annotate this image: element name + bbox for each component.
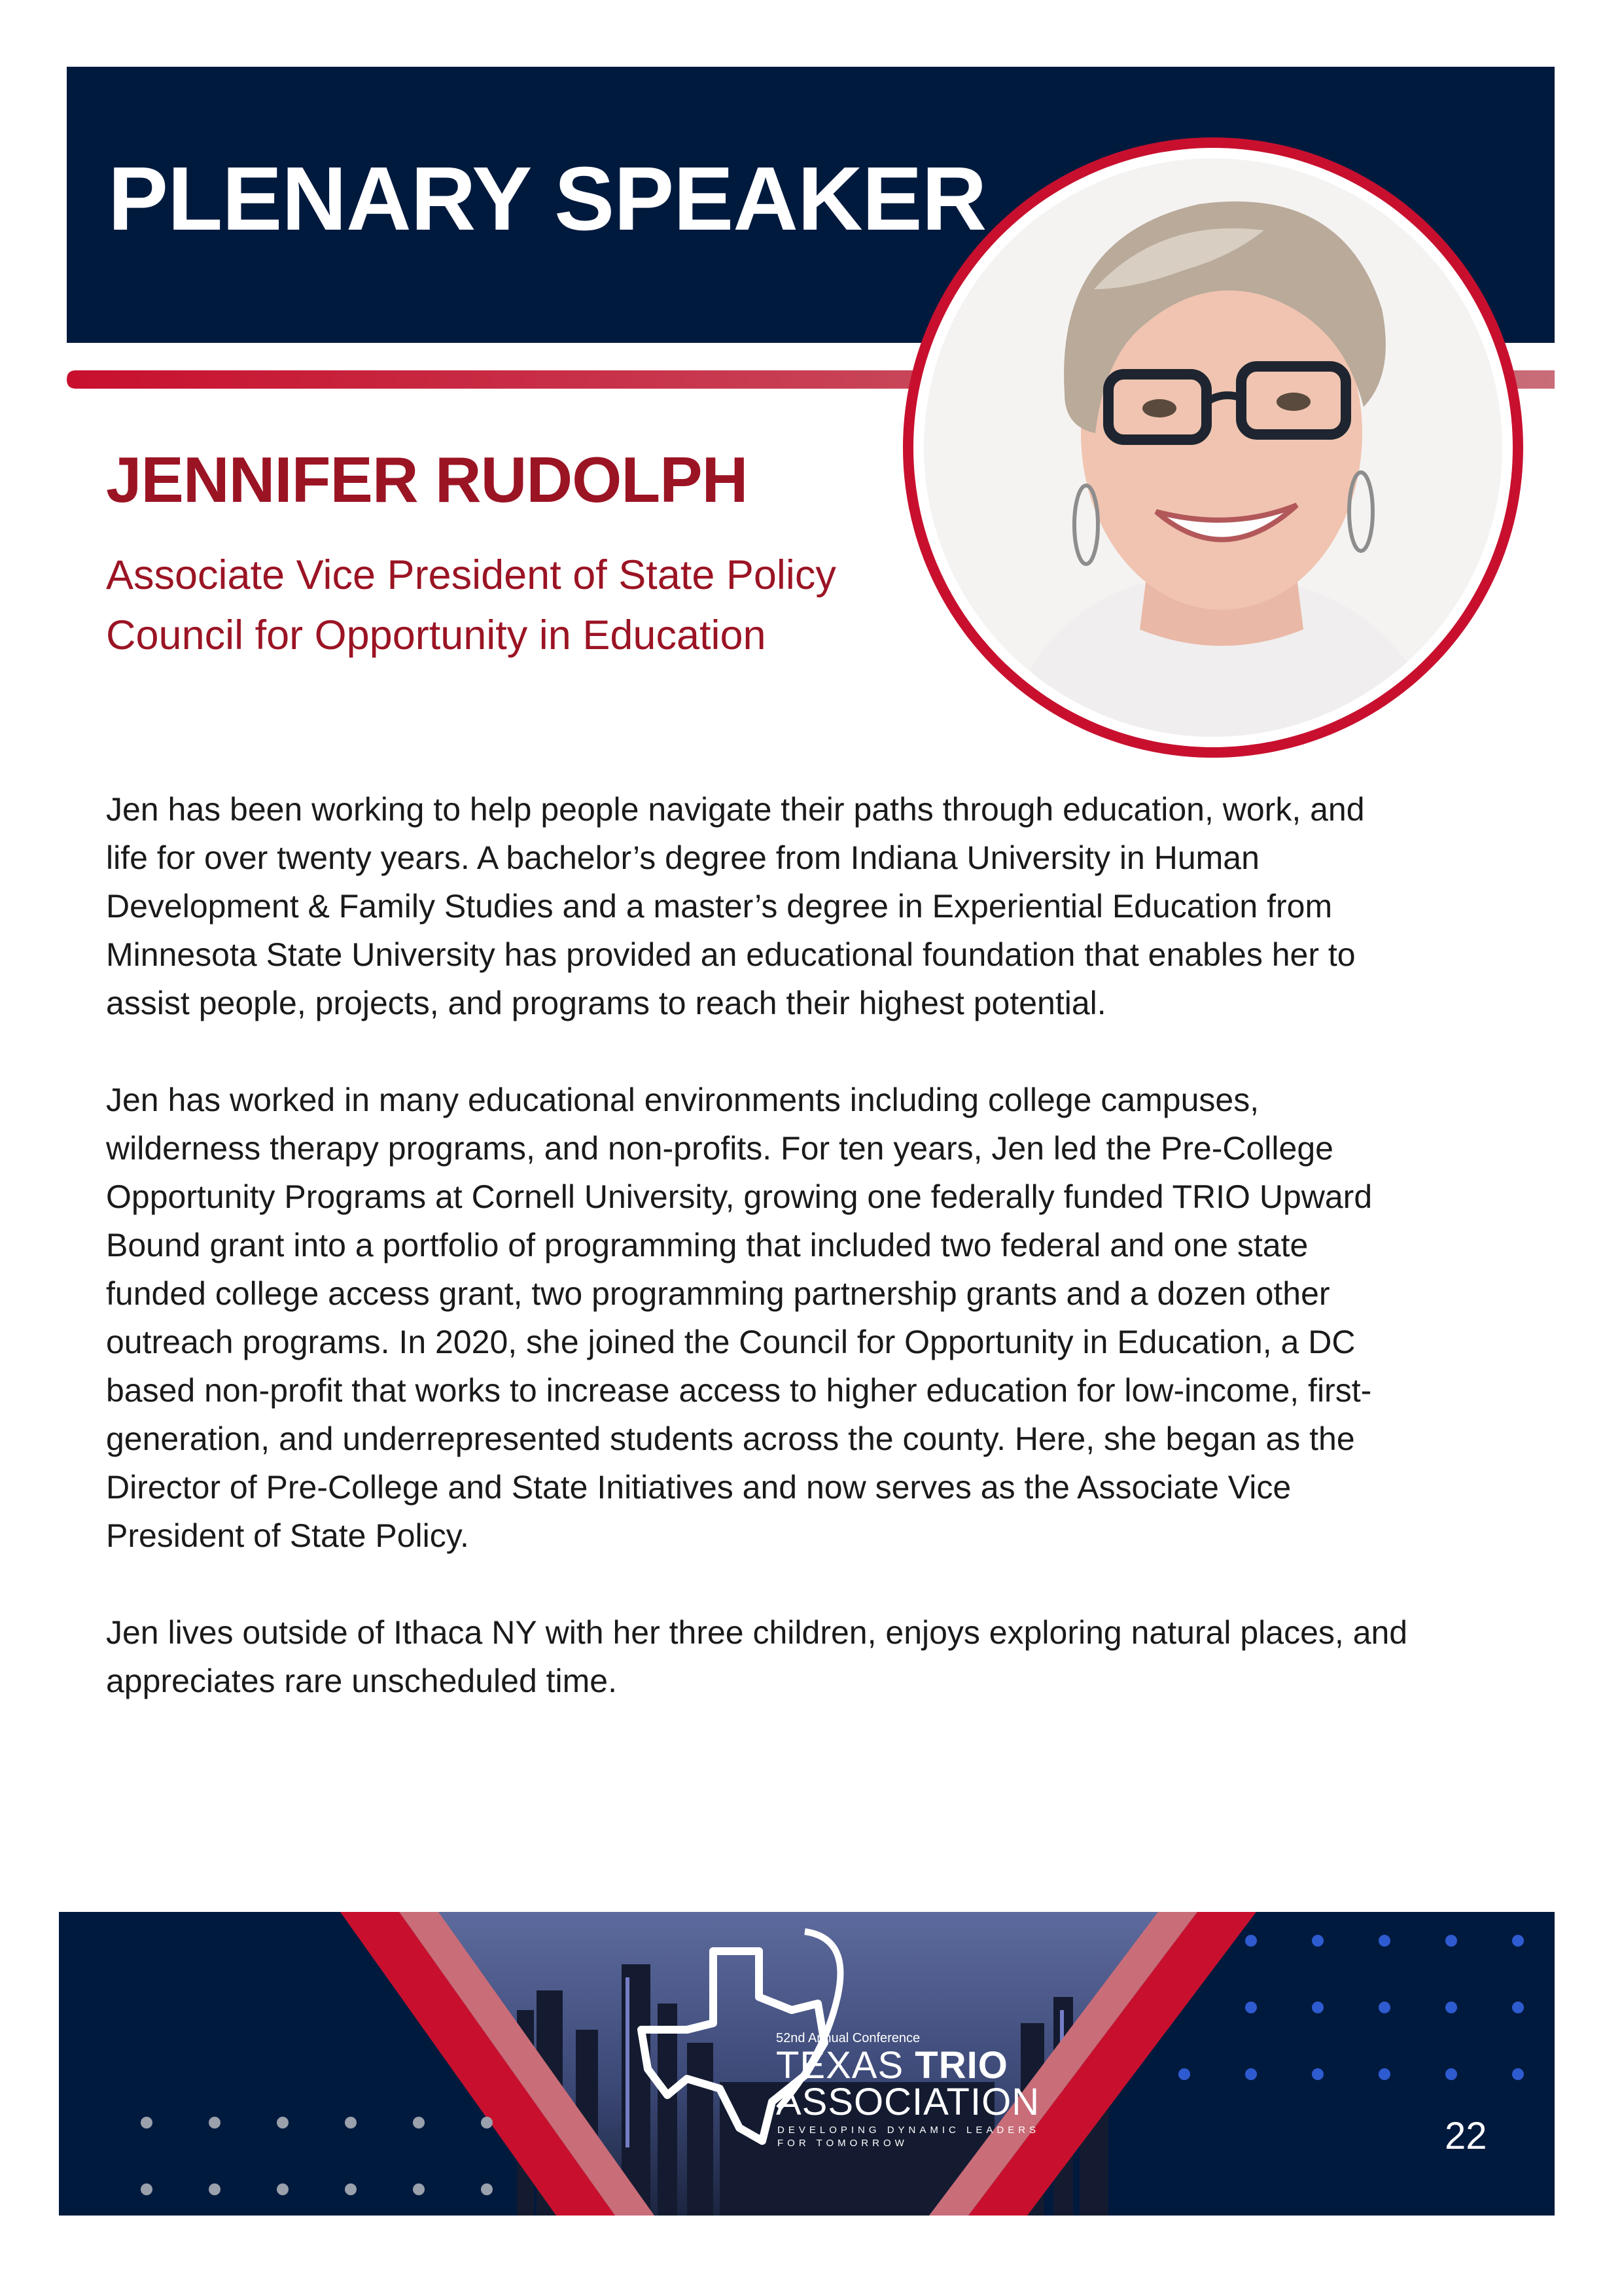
speaker-organization: Council for Opportunity in Education	[106, 612, 766, 658]
brand-word-trio: TRIO	[915, 2044, 1008, 2087]
page-number: 22	[1445, 2115, 1487, 2157]
bio-paragraph: Jen has been working to help people navigate their paths through education, work, and life for over twenty years. A bachelor’s degree from Indiana University in Human Development & Family Studies and a master’s degree in Experiential Education from Minnesota State University has provided an educational foundation that enables her to assist people, projects, and programs to reach their highest potential.	[106, 791, 1365, 1021]
speaker-position: Associate Vice President of State Policy	[106, 552, 836, 598]
page-title: PLENARY SPEAKER	[108, 149, 987, 249]
speaker-name: JENNIFER RUDOLPH	[106, 444, 748, 516]
brand-tagline	[777, 2124, 1040, 2150]
brand-word-texas: TEXAS	[776, 2044, 904, 2087]
brand-tagline-line1: DEVELOPING DYNAMIC LEADERS	[777, 2125, 1040, 2136]
speaker-bio	[106, 785, 1415, 1754]
bio-paragraph: Jen lives outside of Ithaca NY with her three children, enjoys exploring natural places, and appreciates rare unscheduled time.	[106, 1614, 1408, 1699]
left-dot-grid	[141, 2117, 493, 2195]
speaker-portrait	[924, 158, 1502, 737]
conference-label: 52nd Annual Conference	[776, 2031, 921, 2045]
bio-paragraph: Jen has worked in many educational environments including college campuses, wilderness therapy programs, and non-profits. For ten years, Jen led the Pre-College Opportunity Programs at Cornell University, growing one federally funded TRIO Upward Bound grant into a portfolio of programming that included two federal and one state funded college access grant, two programming partnership grants and a dozen other outreach programs. In 2020, she joined the Council for Opportunity in Education, a DC based non-profit that works to increase access to higher education for low-income, first-generation, and underrepresented students across the county. Here, she began as the Director of Pre-College and State Initiatives and now serves as the Associate Vice President of State Policy.	[106, 1082, 1373, 1554]
speaker-title	[106, 545, 836, 665]
brand-line-texas-trio	[776, 2044, 1008, 2087]
brand-tagline-line2: FOR TOMORROW	[777, 2138, 908, 2149]
brand-word-association: ASSOCIATION	[776, 2081, 1040, 2123]
right-dot-grid	[1178, 1935, 1524, 2080]
